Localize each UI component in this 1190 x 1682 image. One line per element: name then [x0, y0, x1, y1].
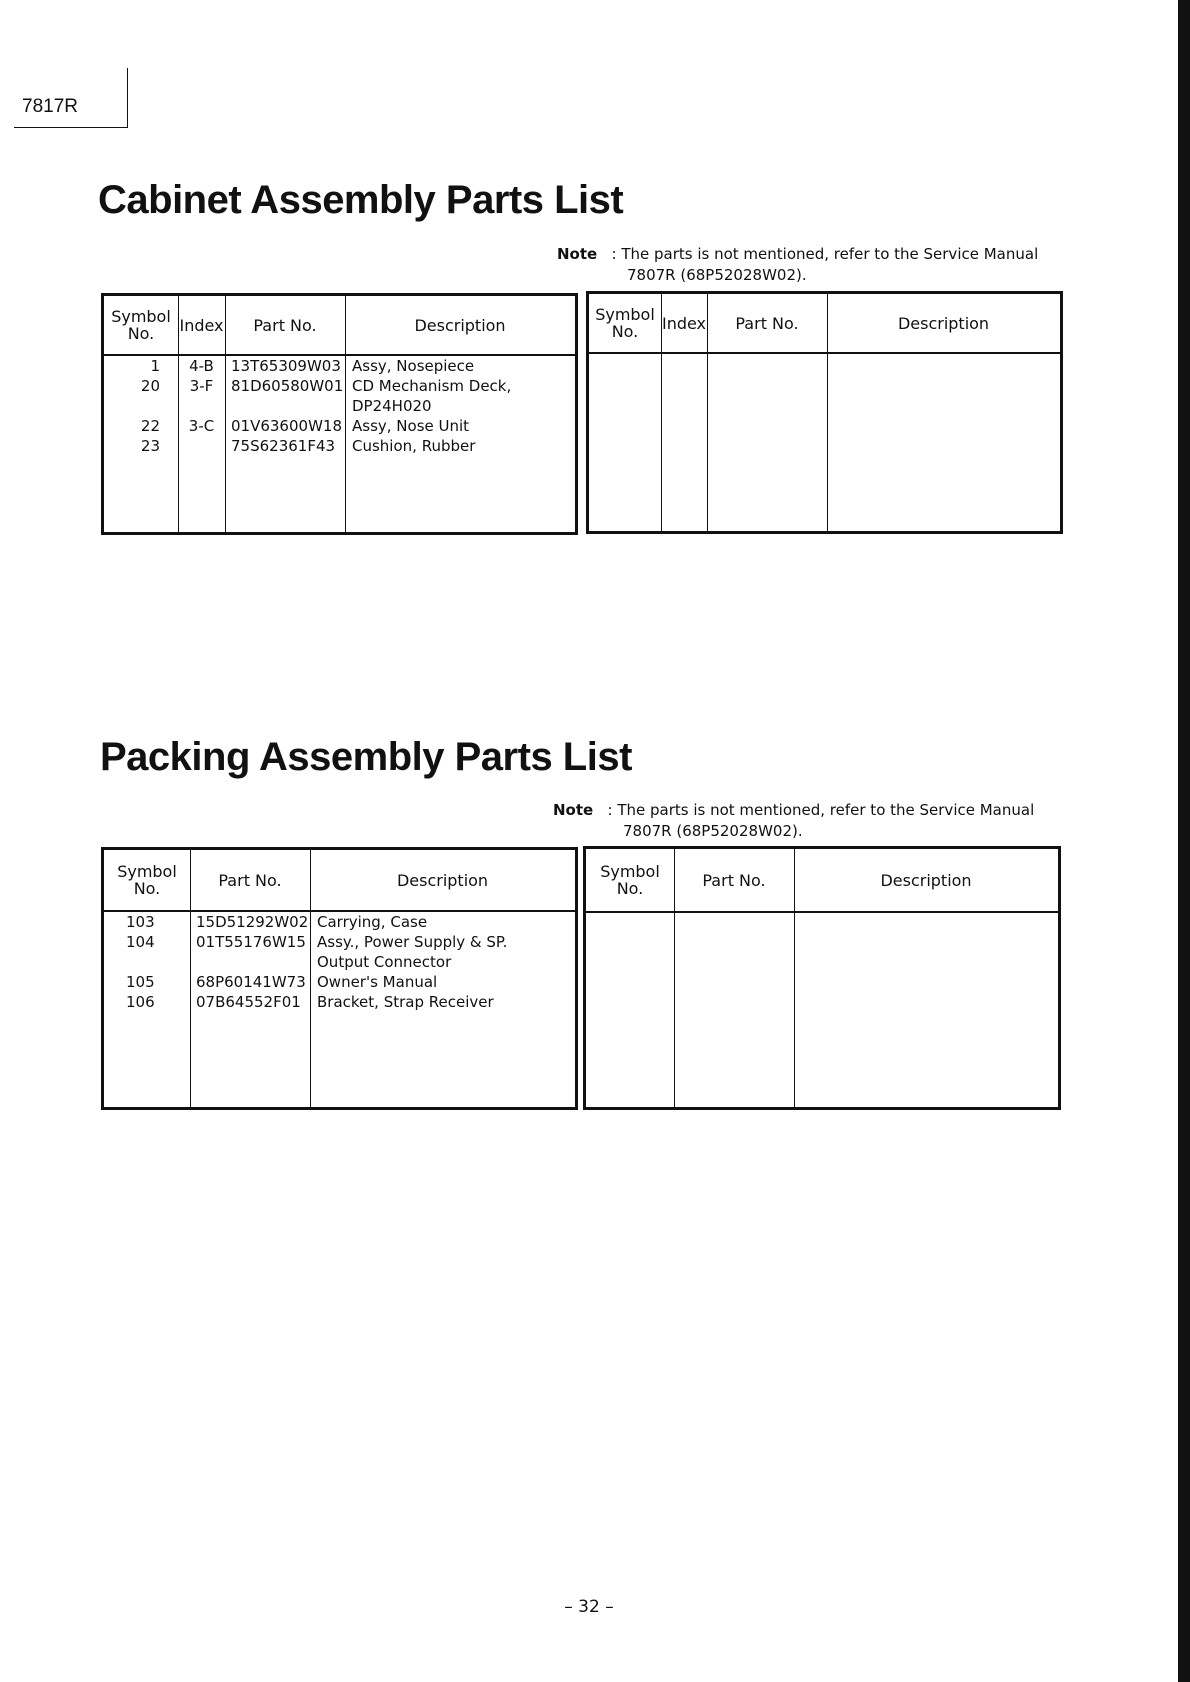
cabinet-table-left	[101, 293, 578, 535]
col-description: Description	[414, 315, 506, 335]
col-index: Index	[179, 315, 224, 335]
table-header	[104, 296, 575, 356]
model-divider	[127, 68, 128, 128]
cabinet-note-line2: 7807R (68P52028W02).	[627, 266, 807, 284]
cabinet-rows	[104, 356, 575, 456]
packing-table-right	[583, 846, 1061, 1110]
table-row: 106 07B64552F01 Bracket, Strap Receiver	[126, 993, 494, 1011]
packing-rows	[104, 912, 575, 1012]
packing-note-line1: : The parts is not mentioned, refer to the Service Manual	[607, 801, 1035, 819]
col-index: Index	[661, 313, 707, 333]
col-symbol: Symbol No.	[117, 862, 177, 898]
col-description: Description	[880, 870, 972, 890]
table-header	[589, 294, 1060, 354]
col-part-no: Part No.	[253, 315, 317, 335]
table-header	[586, 849, 1058, 913]
model-underline	[14, 127, 128, 128]
table-row: 1 4-B 13T65309W03 Assy, Nosepiece	[150, 357, 475, 375]
col-description: Description	[897, 313, 990, 333]
packing-note	[553, 800, 1034, 842]
table-row: 103 15D51292W02 Carrying, Case	[126, 913, 428, 931]
packing-note-line2: 7807R (68P52028W02).	[623, 822, 803, 840]
table-header	[104, 850, 575, 912]
col-part-no: Part No.	[702, 870, 766, 890]
cabinet-note-line1: : The parts is not mentioned, refer to the Service Manual	[611, 245, 1039, 263]
model-number: 7817R	[22, 96, 78, 117]
col-part-no: Part No.	[735, 313, 799, 333]
cabinet-title: Cabinet Assembly Parts List	[98, 178, 624, 222]
cabinet-note-label: Note	[557, 245, 598, 263]
col-description: Description	[396, 870, 489, 890]
col-symbol: Symbol No.	[600, 862, 660, 898]
packing-note-label: Note	[553, 801, 594, 819]
table-row: 104 01T55176W15 Assy., Power Supply & SP. Output Connector	[126, 933, 508, 971]
col-part-no: Part No.	[218, 870, 282, 890]
scan-edge-bar	[1178, 0, 1190, 1682]
table-row: 22 3-C 01V63600W18 Assy, Nose Unit	[140, 417, 470, 435]
packing-table-left	[101, 847, 578, 1110]
table-row: 20 3-F 81D60580W01 CD Mechanism Deck, DP24H020	[140, 377, 512, 415]
page-number: – 32 –	[564, 1597, 614, 1617]
cabinet-note	[557, 244, 1038, 286]
table-row: 23 75S62361F43 Cushion, Rubber	[140, 437, 476, 455]
cabinet-table-right	[586, 291, 1063, 534]
table-row: 105 68P60141W73 Owner's Manual	[126, 973, 438, 991]
col-symbol: Symbol No.	[111, 307, 171, 343]
packing-title: Packing Assembly Parts List	[100, 735, 632, 779]
col-symbol: Symbol No.	[595, 305, 655, 341]
